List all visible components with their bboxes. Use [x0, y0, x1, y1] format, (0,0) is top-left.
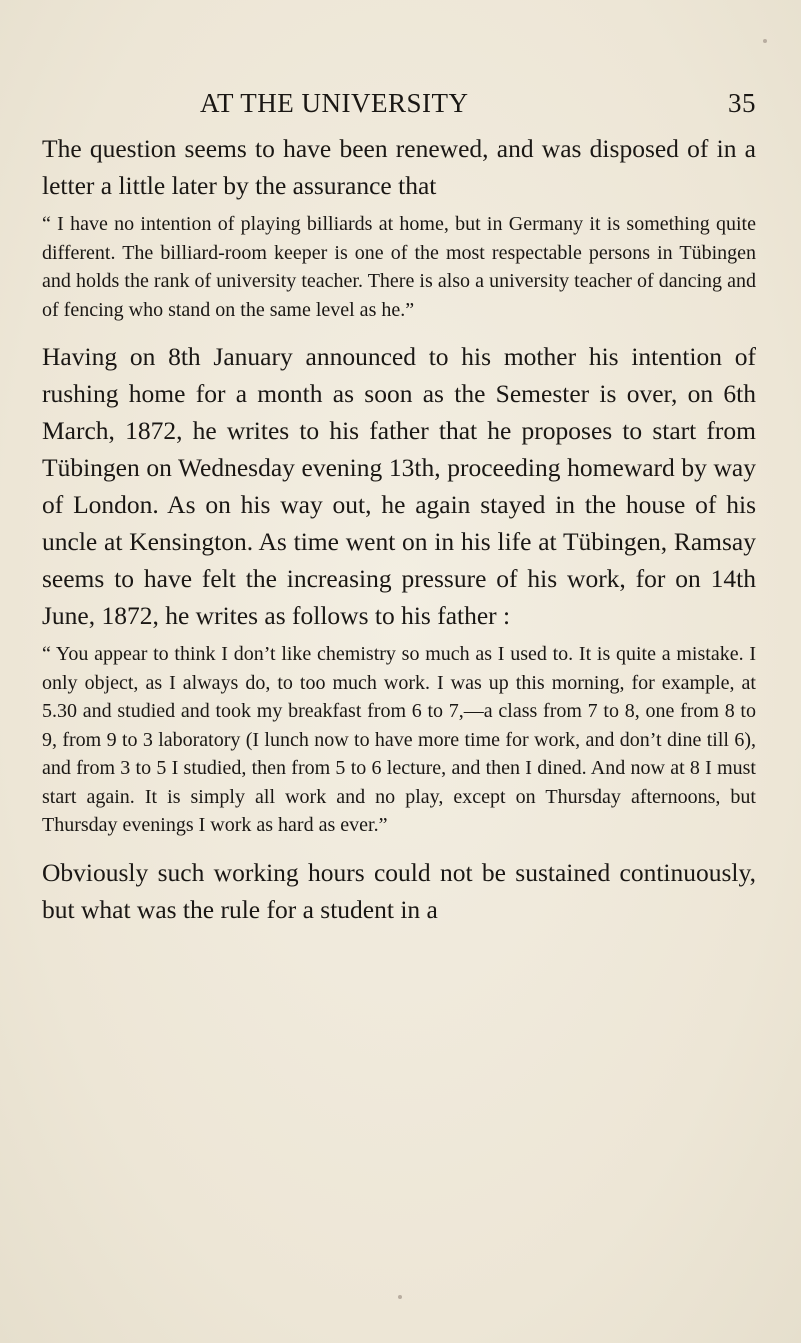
paragraph-narrative: Having on 8th January announced to his mother his intention of rushing home for a month as soon as the Semester is over, on 6th March, 1872, he writes to his father that he proposes to start from Tübingen on Wednesday evening 13th, proceeding homeward by way of London. As on his way out, he again stayed in the house of his uncle at Kensington. As time went on in his life at Tübingen, Ramsay seems to have felt the increasing pressure of his work, for on 14th June, 1872, he writes as follows to his father :: [42, 342, 756, 630]
quotation-billiards: “ I have no intention of playing billiards at home, but in Germany it is something quite different. The billiard-room keeper is one of the most respectable persons in Tübingen and holds the rank of university teacher. There is also a university teacher of dancing and of fencing who stand on the same level as he.”: [42, 213, 756, 321]
running-header: [42, 88, 756, 122]
paragraph-intro: The question seems to have been renewed, and was disposed of in a letter a little later by the assurance that: [42, 134, 756, 200]
body-text: [42, 130, 756, 928]
paper-speck: [763, 39, 767, 43]
page-number: 35: [728, 88, 756, 118]
paragraph-closing: Obviously such working hours could not be sustained continuously, but what was the rule for a student in a: [42, 857, 756, 924]
running-title: AT THE UNIVERSITY: [200, 88, 469, 118]
quotation-chemistry: “ You appear to think I don’t like chemistry so much as I used to. It is quite a mistake. I only object, as I always do, to too much work. I was up this morning, for example, at 5.30 and studied and took my breakfast from 6 to 7,—a class from 7 to 8, one from 8 to 9, from 9 to 3 laboratory (I lunch now to have more time for work, and don’t dine till 6), and from 3 to 5 I studied, then from 5 to 6 lecture, and then I dined. And now at 8 I must start again. It is simply all work and no play, except on Thursday afternoons, but Thursday evenings I work as hard as ever.”: [42, 643, 756, 836]
paper-speck: [398, 1295, 402, 1299]
